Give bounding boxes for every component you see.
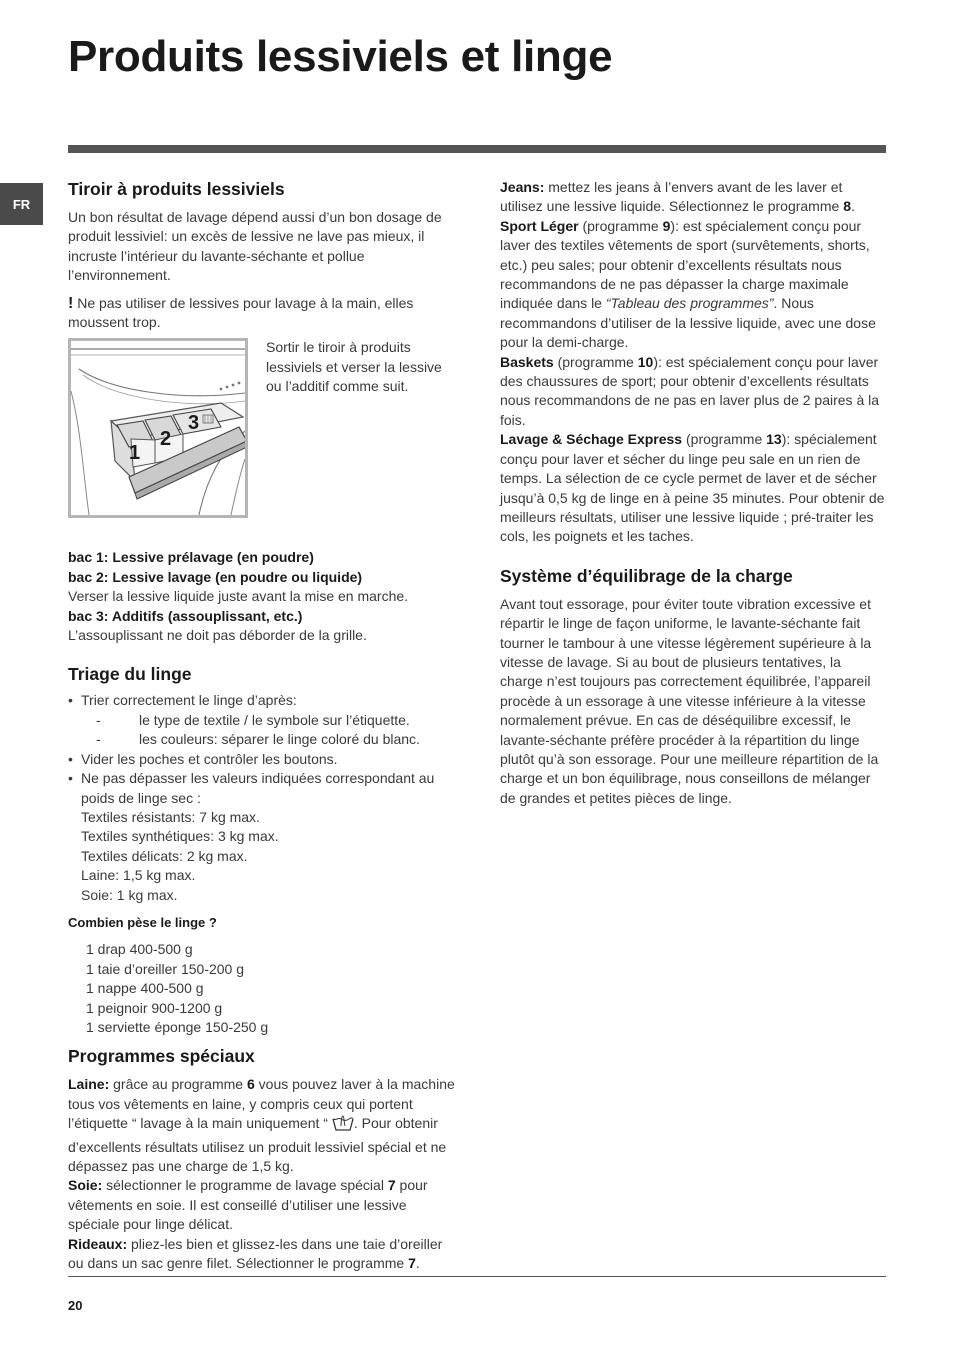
triage-list <box>68 691 456 904</box>
dash-item: - le type de textile / le symbole sur l’étiquette. <box>96 711 410 728</box>
dash-item: - les couleurs: séparer le linge coloré du blanc. <box>96 731 420 748</box>
compartment-label-2: 2 <box>160 428 172 451</box>
bac2-note: Verser la lessive liquide juste avant la mise en marche. <box>68 588 409 605</box>
list-item: 1 drap 400-500 g <box>86 941 193 958</box>
warning-icon: ! <box>68 294 74 312</box>
drawer-caption: Sortir le tiroir à produits lessiviels et verser la lessive ou l’additif comme suit. <box>266 339 442 395</box>
list-item: 1 peignoir 900-1200 g <box>86 999 223 1016</box>
tiroir-warning: ! Ne pas utiliser de lessives pour lavage à la main, elles moussent trop. <box>68 294 414 331</box>
bac2-label: bac 2: Lessive lavage (en poudre ou liquide) <box>68 568 363 585</box>
section-heading-triage: Triage du linge <box>68 664 192 685</box>
laine-paragraph: Laine: grâce au programme 6 vous pouvez laver à la machine tous vos vêtements en laine, y compris ceux qui portent l’étiquette “ lavage à la main uniquement “ . Pour obtenir d’excellents résultats utilisez un produit lessiviel spécial et ne dépassez pas une charge de 1,5 kg. <box>68 1076 455 1174</box>
baskets-paragraph: Baskets (programme 10): est spécialement conçu pour laver des chaussures de sport; pour obtenir d’excellents résultats nous recommandons de ne pas en laver plus de 2 paires à la fois. <box>500 353 880 428</box>
list-item: • Vider les poches et contrôler les boutons. <box>68 750 456 769</box>
section-heading-tiroir: Tiroir à produits lessiviels <box>68 179 285 199</box>
tiroir-intro: Un bon résultat de lavage dépend aussi d’un bon dosage de produit lessiviel: un excès de lessive ne lave pas mieux, il incruste l’intérieur du lavante-séchante et pollue l’environnement. <box>68 209 442 284</box>
page-title: Produits lessiviels et linge <box>68 32 613 81</box>
weight-limit: Textiles résistants: 7 kg max. <box>81 808 260 825</box>
bac1-label: bac 1: Lessive prélavage (en poudre) <box>68 549 314 566</box>
list-item: 1 taie d’oreiller 150-200 g <box>86 960 244 977</box>
weights-list <box>68 940 456 1037</box>
header-divider <box>68 145 886 153</box>
list-item: 1 serviette éponge 150-250 g <box>86 1018 269 1035</box>
jeans-paragraph: Jeans: mettez les jeans à l’envers avant de les laver et utilisez une lessive liquide. Sélectionnez le programme 8. <box>500 179 855 215</box>
list-item: • Trier correctement le linge d’après: - le type de textile / le symbole sur l’étiquette. - les couleurs: séparer le linge coloré du blanc. <box>68 691 456 749</box>
express-paragraph: Lavage & Séchage Express (programme 13): spécialement conçu pour laver et sécher du linge peu sale en un rien de temps. La sélection de ce cycle permet de laver et de sécher jusqu’à 0,5 kg de linge en à peine 35 minutes. Pour obtenir de meilleurs résultats, utiliser une lessive liquide ; pré-traiter les cols, les poignets et les taches. <box>500 431 885 545</box>
weight-limit: Textiles délicats: 2 kg max. <box>81 847 248 864</box>
weights-title: Combien pèse le linge ? <box>68 914 217 930</box>
detergent-drawer-illustration <box>68 338 248 518</box>
bac3-note: L’assouplissant ne doit pas déborder de la grille. <box>68 627 367 644</box>
compartment-label-1: 1 <box>129 442 141 465</box>
weight-limit: Soie: 1 kg max. <box>81 886 178 903</box>
section-heading-equilibrage: Système d’équilibrage de la charge <box>500 565 793 586</box>
bac3-label: bac 3: Additifs (assouplissant, etc.) <box>68 607 303 624</box>
language-tab: FR <box>0 183 43 225</box>
footer-divider <box>68 1276 886 1277</box>
compartment-label-3: 3 <box>188 412 200 435</box>
section-heading-speciaux: Programmes spéciaux <box>68 1046 255 1067</box>
list-item: 1 nappe 400-500 g <box>86 980 204 997</box>
weight-limit: Textiles synthétiques: 3 kg max. <box>81 828 279 845</box>
sport-paragraph: Sport Léger (programme 9): est spécialement conçu pour laver des textiles vêtements de sport (survêtements, shorts, etc.) peu sales; pour obtenir d’excellents résultats nous recommandons de ne pas dépasser la charge maximale indiquée dans le “Tableau des programmes”. Nous recommandons d’utiliser de la lessive liquide, avec une dose pour la demi-charge. <box>500 217 876 351</box>
soie-paragraph: Soie: sélectionner le programme de lavage spécial 7 pour vêtements en soie. Il est conseillé d’utiliser une lessive spéciale pour linge délicat. <box>68 1177 428 1233</box>
left-column <box>68 178 456 1273</box>
equilibrage-paragraph: Avant tout essorage, pour éviter toute vibration excessive et répartir le linge de façon uniforme, le lavante-séchante fait tourner le tambour à une vitesse légèrement supérieure à la vitesse de lavage. Si au bout de plusieurs tentatives, la charge n’est toujours pas correctement équilibrée, l’appareil procède à un essorage à une vitesse inférieure à la vitesse normalement prévue. En cas de déséquilibre excessif, le lavante-séchante préfère procéder à la répartition du linge plutôt qu’à son essorage. Pour une meilleure répartition de la charge et un bon équilibrage, nous conseillons de mélanger de grandes et petites pièces de linge. <box>500 595 879 806</box>
drawer-figure-row <box>68 338 456 518</box>
page-number: 20 <box>68 1298 83 1313</box>
right-column <box>500 178 886 808</box>
list-item: • Ne pas dépasser les valeurs indiquées correspondant au poids de linge sec : Textiles résistants: 7 kg max. Textiles synthétiques: 3 kg max. Textiles délicats: 2 kg max. Laine: 1,5 kg max. Soie: 1 kg max. <box>68 769 456 905</box>
compartment-list <box>68 548 456 645</box>
rideaux-paragraph: Rideaux: pliez-les bien et glissez-les dans une taie d’oreiller ou dans un sac genre filet. Sélectionner le programme 7. <box>68 1235 443 1272</box>
weight-limit: Laine: 1,5 kg max. <box>81 867 196 884</box>
hand-wash-icon <box>332 1114 354 1137</box>
